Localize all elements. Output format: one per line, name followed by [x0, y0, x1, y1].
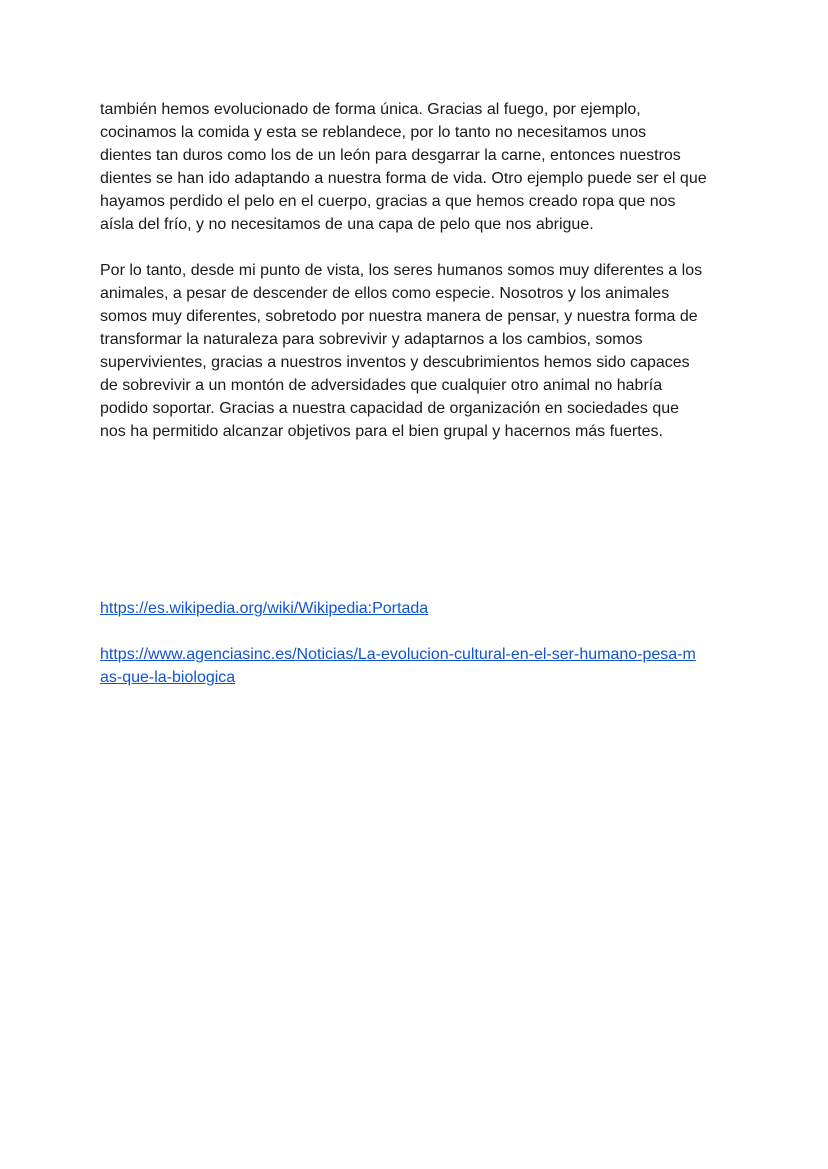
text-line: de sobrevivir a un montón de adversidades que cualquier otro animal no habría	[100, 377, 663, 394]
link-text-line[interactable]: as-que-la-biologica	[100, 669, 236, 686]
text-line: Por lo tanto, desde mi punto de vista, los seres humanos somos muy diferentes a los	[100, 262, 703, 279]
text-line: nos ha permitido alcanzar objetivos para el bien grupal y hacernos más fuertes.	[100, 423, 663, 440]
paragraph	[100, 98, 740, 236]
text-line: también hemos evolucionado de forma única. Gracias al fuego, por ejemplo,	[100, 101, 641, 118]
references-section	[100, 597, 740, 689]
text-line: dientes tan duros como los de un león para desgarrar la carne, entonces nuestros	[100, 147, 681, 164]
link-text-line[interactable]: https://www.agenciasinc.es/Noticias/La-evolucion-cultural-en-el-ser-humano-pesa-m	[100, 646, 696, 663]
text-line: somos muy diferentes, sobretodo por nuestra manera de pensar, y nuestra forma de	[100, 308, 698, 325]
link-text-line[interactable]: https://es.wikipedia.org/wiki/Wikipedia:Portada	[100, 600, 429, 617]
text-line: dientes se han ido adaptando a nuestra forma de vida. Otro ejemplo puede ser el que	[100, 170, 707, 187]
text-line: podido soportar. Gracias a nuestra capacidad de organización en sociedades que	[100, 400, 680, 417]
text-line: supervivientes, gracias a nuestros inventos y descubrimientos hemos sido capaces	[100, 354, 690, 371]
text-line: hayamos perdido el pelo en el cuerpo, gracias a que hemos creado ropa que nos	[100, 193, 676, 210]
text-line: aísla del frío, y no necesitamos de una capa de pelo que nos abrigue.	[100, 216, 594, 233]
reference-link-agenciasinc[interactable]	[100, 643, 740, 689]
document-body	[100, 98, 740, 443]
text-line: cocinamos la comida y esta se reblandece, por lo tanto no necesitamos unos	[100, 124, 647, 141]
text-line: animales, a pesar de descender de ellos como especie. Nosotros y los animales	[100, 285, 670, 302]
text-line: transformar la naturaleza para sobrevivir y adaptarnos a los cambios, somos	[100, 331, 643, 348]
paragraph	[100, 259, 740, 443]
reference-link-wikipedia[interactable]	[100, 597, 740, 620]
